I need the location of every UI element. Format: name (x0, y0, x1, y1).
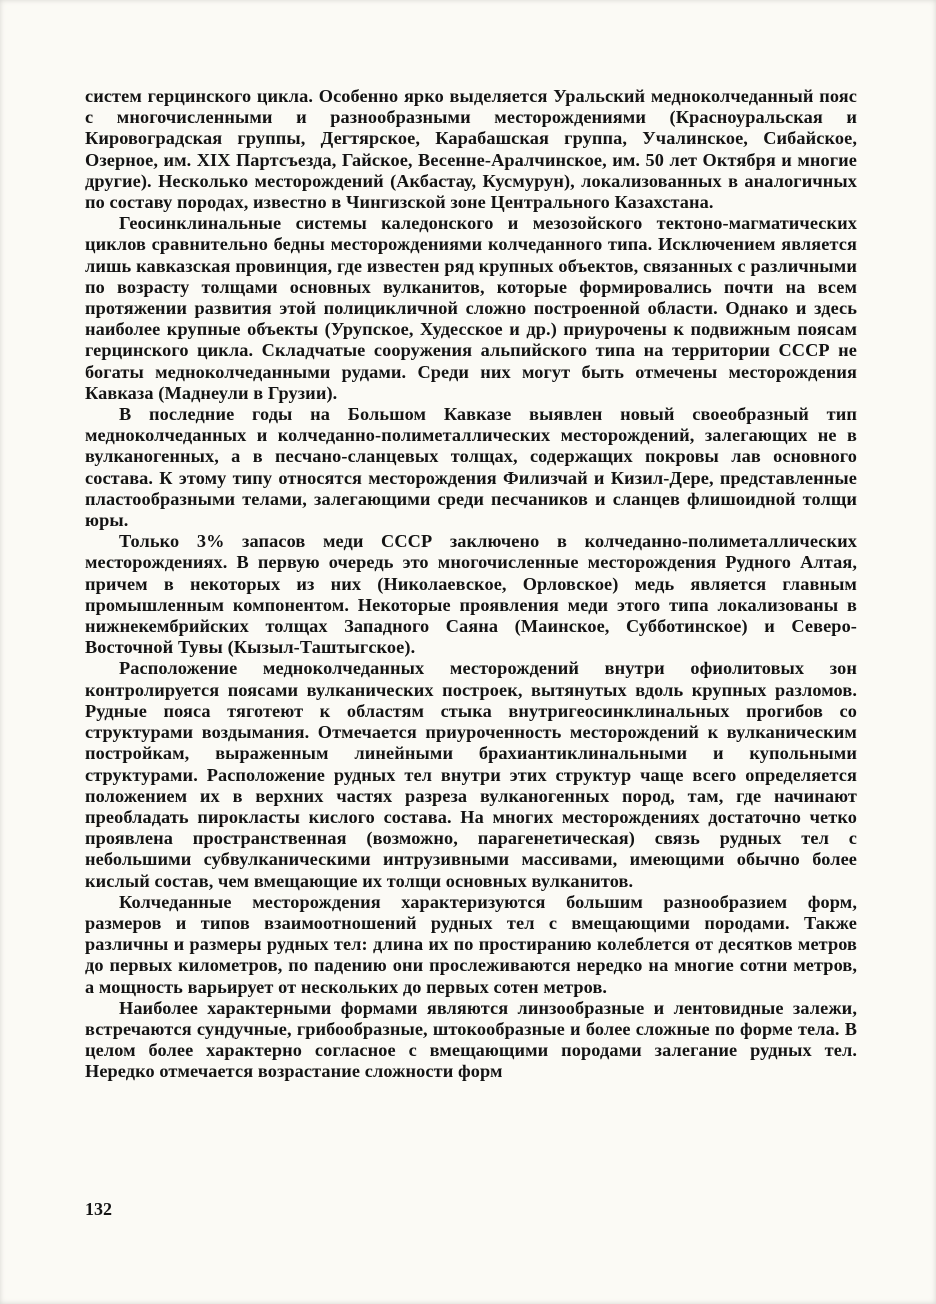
paragraph: систем герцинского цикла. Особенно ярко выделяется Уральский медноколчеданный пояс с многочисленными и разнообразными месторождениями (Красноуральская и Кировоградская группы, Дегтярское, Карабашская группа, Учалинское, Сибайское, Озерное, им. XIX Партсъезда, Гайское, Весенне-Аралчинское, им. 50 лет Октября и многие другие). Несколько месторождений (Акбастау, Кусмурун), локализованных в аналогичных по составу породах, известно в Чингизской зоне Центрального Казахстана. (85, 86, 857, 213)
paragraph: Только 3% запасов меди СССР заключено в колчеданно-полиметаллических месторождениях. В первую очередь это многочисленные месторождения Рудного Алтая, причем в некоторых из них (Николаевское, Орловское) медь является главным промышленным компонентом. Некоторые проявления меди этого типа локализованы в нижнекембрийских толщах Западного Саяна (Маинское, Субботинское) и Северо-Восточной Тувы (Кызыл-Таштыгское). (85, 531, 857, 658)
text-block (85, 86, 857, 1083)
page-number: 132 (85, 1199, 112, 1219)
paragraph: Расположение медноколчеданных месторождений внутри офиолитовых зон контролируется поясами вулканических построек, вытянутых вдоль крупных разломов. Рудные пояса тяготеют к областям стыка внутригеосинклинальных прогибов со структурами воздымания. Отмечается приуроченность месторождений к вулканическим постройкам, выраженным линейными брахиантиклинальными и купольными структурами. Расположение рудных тел внутри этих структур чаще всего определяется положением их в верхних частях разреза вулканогенных пород, там, где начинают преобладать пирокласты кислого состава. На многих месторождениях достаточно четко проявлена пространственная (возможно, парагенетическая) связь рудных тел с небольшими субвулканическими интрузивными массивами, имеющими обычно более кислый состав, чем вмещающие их толщи основных вулканитов. (85, 658, 857, 891)
paragraph: В последние годы на Большом Кавказе выявлен новый своеобразный тип медноколчеданных и колчеданно-полиметаллических месторождений, залегающих не в вулканогенных, а в песчано-сланцевых толщах, содержащих покровы лав основного состава. К этому типу относятся месторождения Филизчай и Кизил-Дере, представленные пластообразными телами, залегающими среди песчаников и сланцев флишоидной толщи юры. (85, 404, 857, 531)
paragraph: Наиболее характерными формами являются линзообразные и лентовидные залежи, встречаются сундучные, грибообразные, штокообразные и более сложные по форме тела. В целом более характерно согласное с вмещающими породами залегание рудных тел. Нередко отмечается возрастание сложности форм (85, 997, 857, 1082)
paragraph: Колчеданные месторождения характеризуются большим разнообразием форм, размеров и типов взаимоотношений рудных тел с вмещающими породами. Также различны и размеры рудных тел: длина их по простиранию колеблется от десятков метров до первых километров, по падению они прослеживаются нередко на многие сотни метров, а мощность варьирует от нескольких до первых сотен метров. (85, 891, 857, 997)
paragraph: Геосинклинальные системы каледонского и мезозойского тектоно-магматических циклов сравнительно бедны месторождениями колчеданного типа. Исключением является лишь кавказская провинция, где известен ряд крупных объектов, связанных с различными по возрасту толщами основных вулканитов, которые формировались почти на всем протяжении развития этой полицикличной сложно построенной области. Однако и здесь наиболее крупные объекты (Урупское, Худесское и др.) приурочены к подвижным поясам герцинского цикла. Складчатые сооружения альпийского типа на территории СССР не богаты медноколчеданными рудами. Среди них могут быть отмечены месторождения Кавказа (Маднеули в Грузии). (85, 213, 857, 403)
